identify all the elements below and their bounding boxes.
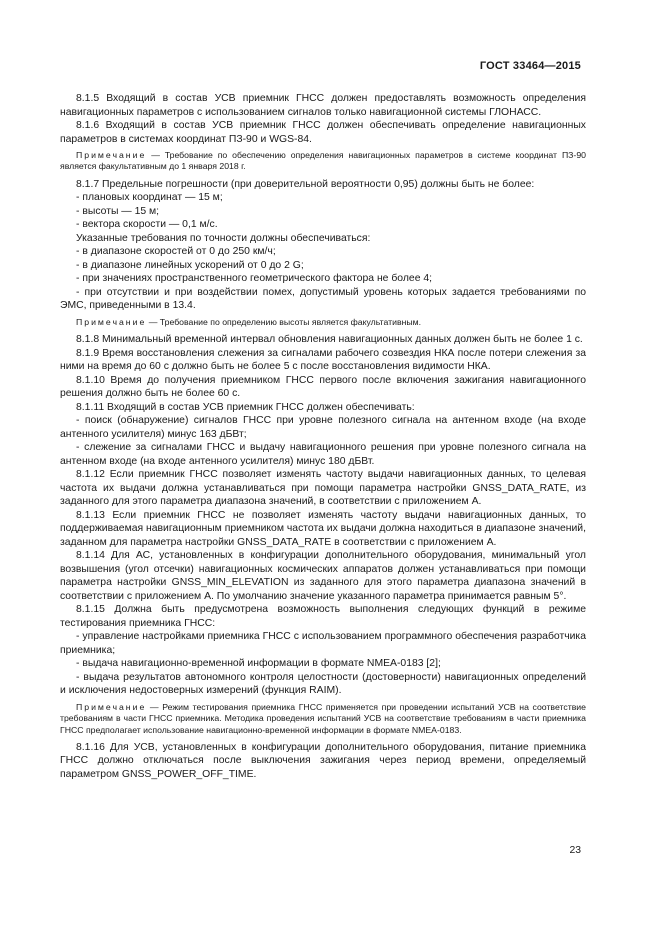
page-number: 23 (569, 845, 581, 856)
clause-paragraph: 8.1.16 Для УСВ, установленных в конфигурации дополнительного оборудования, питание приемника ГНСС должно отключаться после выключения зажигания через период времени, определяемый параметром GNSS_POWER_OFF_TIME. (60, 741, 586, 780)
note-paragraph (60, 702, 586, 736)
note-label: Примечание (76, 150, 147, 160)
list-item: - плановых координат — 15 м; (76, 192, 223, 204)
note-text: — Требование по обеспечению определения навигационных параметров в системе координат ПЗ-90 является факультативным до 1 января 2018 г. (60, 150, 586, 172)
clause-paragraph: 8.1.9 Время восстановления слежения за сигналами рабочего созвездия НКА после потери слежения за ними на время до 60 с должно быть не более 5 с после восстановления видимости НКА. (60, 347, 586, 373)
note-label: Примечание (76, 701, 147, 712)
clause-paragraph: 8.1.10 Время до получения приемником ГНСС первого после включения зажигания навигационного решения должно быть не более 60 с. (60, 374, 586, 400)
list-item: - слежение за сигналами ГНСС и выдачу навигационного решения при уровне полезного сигнала на антенном входе (на входе антенного усилителя) минус 180 дБВт. (60, 442, 586, 467)
list-item: - поиск (обнаружение) сигналов ГНСС при уровне полезного сигнала на антенном входе (на входе антенного усилителя) минус 163 дБВт; (60, 415, 586, 440)
note-paragraph (60, 317, 586, 328)
clause-paragraph: 8.1.12 Если приемник ГНСС позволяет изменять частоту выдачи навигационных данных, то целевая частота их выдачи должна устанавливаться при помощи параметра настройки GNSS_DATA_RATE, из заданного для этого параметра диапазона значений, в соответствии с приложением А. (60, 469, 586, 508)
clause-paragraph: 8.1.7 Предельные погрешности (при доверительной вероятности 0,95) должны быть не более: (76, 178, 535, 190)
clause-paragraph: 8.1.11 Входящий в состав УСВ приемник ГНСС должен обеспечивать: (76, 401, 415, 413)
list-item: - при значениях пространственного геометрического фактора не более 4; (76, 273, 433, 285)
list-item: - выдача результатов автономного контроля целостности (достоверности) навигационных определений и исключения недостоверных измерений (функция RAIM). (60, 671, 586, 697)
clause-paragraph: 8.1.14 Для АС, установленных в конфигурации дополнительного оборудования, минимальный угол возвышения (угол отсечки) навигационных космических аппаратов должен устанавливаться при помощи параметра настройки GNSS_MIN_ELEVATION из заданного для этого параметра диапазона значений в соответствии с приложением А. По умолчанию значение указанного параметра принимается равным 5°. (60, 550, 586, 602)
clause-paragraph: 8.1.6 Входящий в состав УСВ приемник ГНСС должен обеспечивать определение навигационных параметров в системах координат ПЗ-90 и WGS-84. (60, 120, 586, 145)
list-item: - в диапазоне линейных ускорений от 0 до 2 G; (76, 259, 304, 271)
list-item: - управление настройками приемника ГНСС с использованием программного обеспечения разработчика приемника; (60, 631, 586, 656)
list-item: - высоты — 15 м; (76, 205, 160, 217)
standard-header: ГОСТ 33464—2015 (479, 60, 581, 72)
clause-paragraph: 8.1.15 Должна быть предусмотрена возможность выполнения следующих функций в режиме тестирования приемника ГНСС: (60, 604, 586, 629)
note-paragraph (60, 150, 586, 173)
list-item: - выдача навигационно-временной информации в формате NMEA-0183 [2]; (76, 658, 441, 670)
note-text: — Режим тестирования приемника ГНСС применяется при проведении испытаний УСВ на соответствие требованиям в части ГНСС приемника. Методика проведения испытаний УСВ на соответствие требованиям в части приемника ГНСС предполагает использование навигационно-временной информации в формате NMEA-0183. (60, 701, 586, 735)
list-item: - при отсутствии и при воздействии помех, допустимый уровень которых задается требованиями по ЭМС, приведенными в 13.4. (60, 286, 586, 312)
list-item: - в диапазоне скоростей от 0 до 250 км/ч; (76, 246, 276, 258)
clause-paragraph: Указанные требования по точности должны обеспечиваться: (76, 232, 371, 244)
clause-paragraph: 8.1.13 Если приемник ГНСС не позволяет изменять частоту выдачи навигационных данных, то поддерживаемая навигационным приемником частота их выдачи должна находиться в диапазоне значений, заданном для параметра настройки GNSS_DATA_RATE в соответствии с приложением А. (60, 509, 586, 548)
clause-paragraph: 8.1.8 Минимальный временной интервал обновления навигационных данных должен быть не более 1 с. (76, 334, 583, 346)
note-text: — Требование по определению высоты является факультативным. (146, 316, 421, 327)
clause-paragraph: 8.1.5 Входящий в состав УСВ приемник ГНСС должен предоставлять возможность определения навигационных параметров с использованием сигналов только навигационной системы ГЛОНАСС. (60, 93, 586, 118)
list-item: - вектора скорости — 0,1 м/с. (76, 219, 218, 231)
note-label: Примечание (76, 316, 147, 327)
document-body (60, 92, 586, 781)
